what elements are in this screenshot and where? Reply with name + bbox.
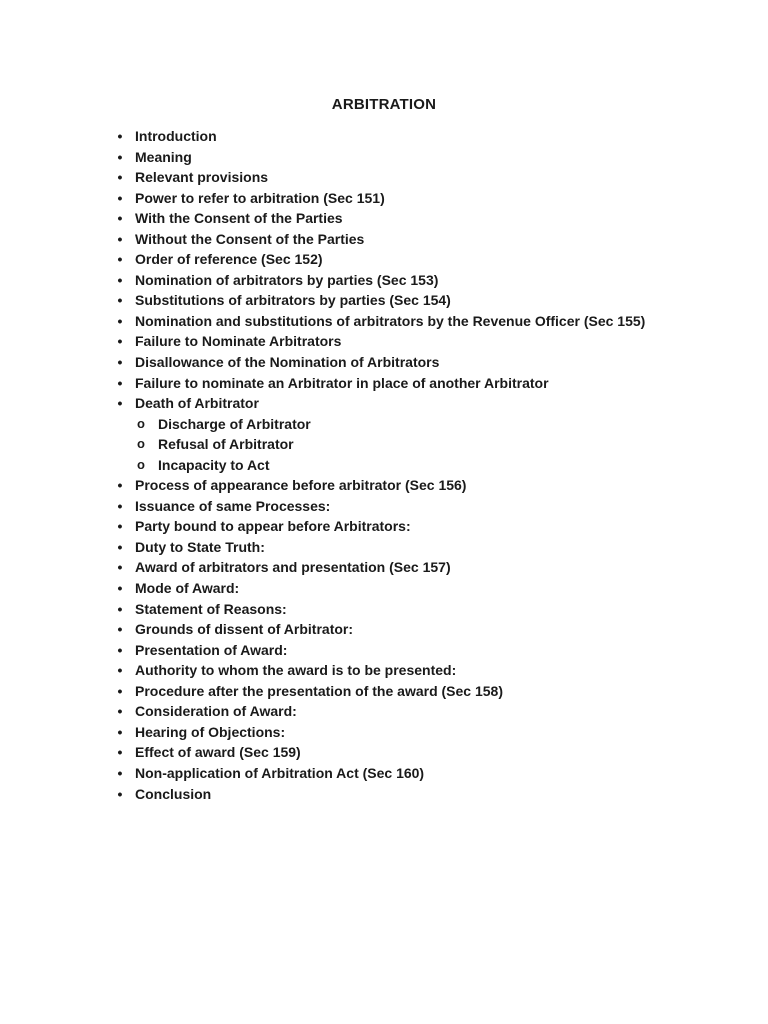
bullet-icon: • bbox=[117, 251, 123, 268]
list-item-text: Consideration of Award: bbox=[135, 703, 297, 720]
sub-list-item bbox=[0, 414, 768, 435]
bullet-icon: • bbox=[117, 333, 123, 350]
outline-list bbox=[0, 126, 768, 804]
list-item-text: Meaning bbox=[135, 148, 192, 165]
bullet-icon: • bbox=[117, 518, 123, 535]
bullet-icon: • bbox=[117, 395, 123, 412]
list-item bbox=[0, 701, 768, 722]
list-item-text: Mode of Award: bbox=[135, 580, 240, 597]
list-item-text: Without the Consent of the Parties bbox=[135, 230, 365, 247]
list-item-text: Duty to State Truth: bbox=[135, 538, 265, 555]
list-item-text: Party bound to appear before Arbitrators: bbox=[135, 518, 411, 535]
list-item-text: Nomination and substitutions of arbitrators by the Revenue Officer (Sec 155) bbox=[135, 312, 646, 329]
list-item bbox=[0, 331, 768, 352]
list-item bbox=[0, 208, 768, 229]
list-item bbox=[0, 229, 768, 250]
bullet-icon: • bbox=[117, 148, 123, 165]
list-item bbox=[0, 373, 768, 394]
list-item-text: Power to refer to arbitration (Sec 151) bbox=[135, 189, 385, 206]
sub-list-item-text: Refusal of Arbitrator bbox=[158, 436, 294, 453]
sub-bullet-icon: o bbox=[137, 436, 145, 452]
list-item bbox=[0, 126, 768, 147]
list-item bbox=[0, 578, 768, 599]
bullet-icon: • bbox=[117, 374, 123, 391]
bullet-icon: • bbox=[117, 682, 123, 699]
list-item bbox=[0, 311, 768, 332]
list-item bbox=[0, 619, 768, 640]
list-item bbox=[0, 352, 768, 373]
list-item bbox=[0, 167, 768, 188]
bullet-icon: • bbox=[117, 662, 123, 679]
list-item-text: Substitutions of arbitrators by parties (Sec 154) bbox=[135, 292, 451, 309]
bullet-icon: • bbox=[117, 189, 123, 206]
list-item-text: Award of arbitrators and presentation (Sec 157) bbox=[135, 559, 451, 576]
list-item bbox=[0, 763, 768, 784]
page-title: ARBITRATION bbox=[331, 96, 437, 113]
list-item-text: With the Consent of the Parties bbox=[135, 210, 343, 227]
bullet-icon: • bbox=[117, 292, 123, 309]
list-item-text: Authority to whom the award is to be presented: bbox=[135, 662, 457, 679]
list-item bbox=[0, 557, 768, 578]
bullet-icon: • bbox=[117, 477, 123, 494]
bullet-icon: • bbox=[117, 764, 123, 781]
sub-list-item-text: Incapacity to Act bbox=[158, 456, 270, 473]
bullet-icon: • bbox=[117, 497, 123, 514]
bullet-icon: • bbox=[117, 744, 123, 761]
list-item-text: Disallowance of the Nomination of Arbitrators bbox=[135, 354, 440, 371]
bullet-icon: • bbox=[117, 210, 123, 227]
list-item bbox=[0, 147, 768, 168]
list-item bbox=[0, 290, 768, 311]
list-item bbox=[0, 249, 768, 270]
sub-list-item bbox=[0, 434, 768, 455]
list-item bbox=[0, 270, 768, 291]
list-item-text: Conclusion bbox=[135, 785, 212, 802]
bullet-icon: • bbox=[117, 641, 123, 658]
list-item bbox=[0, 640, 768, 661]
list-item bbox=[0, 722, 768, 743]
list-item bbox=[0, 660, 768, 681]
sub-bullet-icon: o bbox=[137, 456, 145, 472]
list-item-text: Process of appearance before arbitrator (Sec 156) bbox=[135, 477, 467, 494]
bullet-icon: • bbox=[117, 128, 123, 144]
list-item-text: Presentation of Award: bbox=[135, 641, 288, 658]
list-item bbox=[0, 496, 768, 517]
list-item-text: Introduction bbox=[135, 128, 217, 144]
list-item-text: Hearing of Objections: bbox=[135, 723, 286, 740]
sub-bullet-icon: o bbox=[137, 415, 145, 431]
bullet-icon: • bbox=[117, 600, 123, 617]
bullet-icon: • bbox=[117, 354, 123, 371]
list-item-text: Death of Arbitrator bbox=[135, 395, 259, 412]
bullet-icon: • bbox=[117, 538, 123, 555]
list-item-text: Grounds of dissent of Arbitrator: bbox=[135, 621, 354, 638]
bullet-icon: • bbox=[117, 230, 123, 247]
sub-list-item-text: Discharge of Arbitrator bbox=[158, 415, 311, 432]
list-item bbox=[0, 784, 768, 805]
list-item bbox=[0, 393, 768, 414]
bullet-icon: • bbox=[117, 559, 123, 576]
bullet-icon: • bbox=[117, 621, 123, 638]
list-item-text: Non-application of Arbitration Act (Sec 160) bbox=[135, 764, 425, 781]
list-item bbox=[0, 475, 768, 496]
bullet-icon: • bbox=[117, 169, 123, 186]
bullet-icon: • bbox=[117, 271, 123, 288]
list-item-text: Failure to Nominate Arbitrators bbox=[135, 333, 342, 350]
list-item bbox=[0, 742, 768, 763]
list-item-text: Relevant provisions bbox=[135, 169, 269, 186]
bullet-icon: • bbox=[117, 703, 123, 720]
list-item-text: Nomination of arbitrators by parties (Sec 153) bbox=[135, 271, 439, 288]
list-item bbox=[0, 681, 768, 702]
bullet-icon: • bbox=[117, 312, 123, 329]
list-item-text: Order of reference (Sec 152) bbox=[135, 251, 323, 268]
sub-list-item bbox=[0, 455, 768, 476]
list-item bbox=[0, 188, 768, 209]
list-item bbox=[0, 599, 768, 620]
list-item-text: Issuance of same Processes: bbox=[135, 497, 331, 514]
list-item-text: Statement of Reasons: bbox=[135, 600, 287, 617]
list-item-text: Effect of award (Sec 159) bbox=[135, 744, 301, 761]
bullet-icon: • bbox=[117, 785, 123, 802]
list-item-text: Procedure after the presentation of the award (Sec 158) bbox=[135, 682, 503, 699]
list-item bbox=[0, 537, 768, 558]
list-item bbox=[0, 516, 768, 537]
list-item-text: Failure to nominate an Arbitrator in place of another Arbitrator bbox=[135, 374, 549, 391]
bullet-icon: • bbox=[117, 580, 123, 597]
bullet-icon: • bbox=[117, 723, 123, 740]
